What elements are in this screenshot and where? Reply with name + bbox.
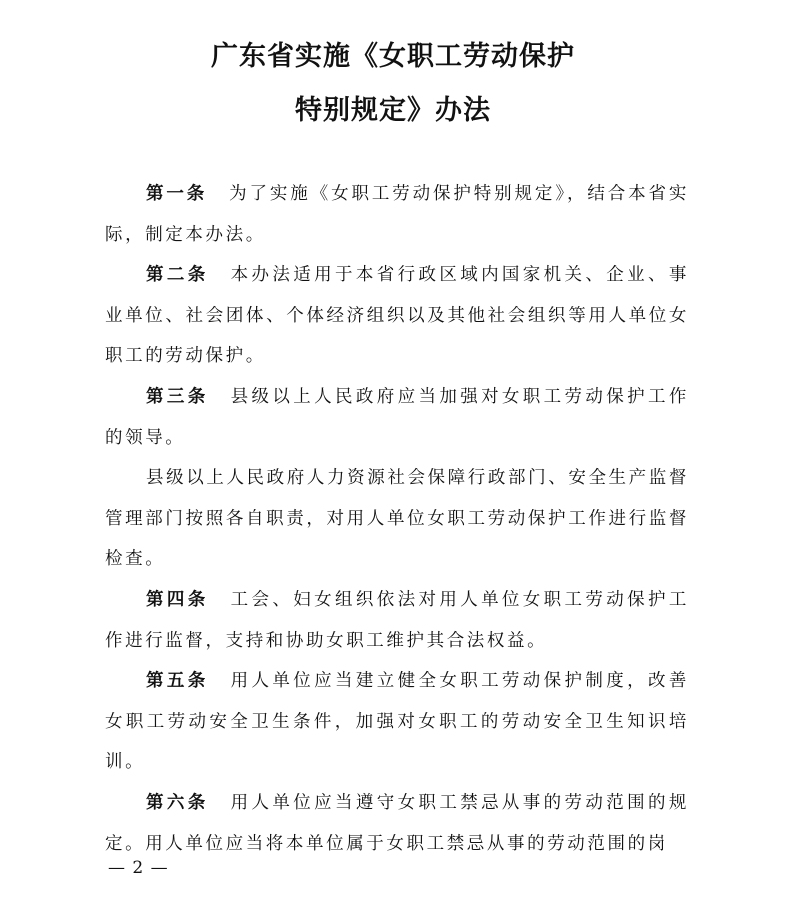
article-5: [105, 661, 689, 783]
article-3-paragraph-2: [105, 458, 689, 580]
article-label: 第五条: [146, 671, 209, 692]
article-2: [105, 255, 689, 377]
article-label: 第三条: [146, 386, 209, 407]
article-6: [105, 783, 689, 864]
article-label: 第二条: [146, 265, 209, 286]
article-text: 工会、妇女组织依法对用人单位女职工劳动保护工作进行监督，支持和协助女职工维护其合法权益。: [105, 589, 689, 651]
article-1: [105, 174, 689, 255]
article-text: 用人单位应当遵守女职工禁忌从事的劳动范围的规定。用人单位应当将本单位属于女职工禁忌从事的劳动范围的岗: [105, 792, 689, 854]
article-3: [105, 377, 689, 458]
article-label: 第一条: [146, 184, 208, 204]
article-4: [105, 580, 689, 661]
article-text: 县级以上人民政府人力资源社会保障行政部门、安全生产监督管理部门按照各自职责，对用人单位女职工劳动保护工作进行监督检查。: [105, 468, 689, 570]
article-label: 第四条: [146, 589, 209, 610]
page-number: — 2 —: [108, 858, 169, 878]
article-text: 用人单位应当建立健全女职工劳动保护制度，改善女职工劳动安全卫生条件，加强对女职工的劳动安全卫生知识培训。: [105, 671, 689, 773]
document-title-line-1: 广东省实施《女职工劳动保护: [211, 41, 575, 72]
article-text: 本办法适用于本省行政区域内国家机关、企业、事业单位、社会团体、个体经济组织以及其他社会组织等用人单位女职工的劳动保护。: [105, 265, 689, 367]
document-body: [105, 174, 689, 864]
article-label: 第六条: [146, 792, 209, 813]
article-text: 县级以上人民政府应当加强对女职工劳动保护工作的领导。: [105, 386, 689, 448]
article-text: 为了实施《女职工劳动保护特别规定》，结合本省实际，制定本办法。: [105, 184, 689, 245]
document-title-line-2: 特别规定》办法: [295, 95, 491, 126]
